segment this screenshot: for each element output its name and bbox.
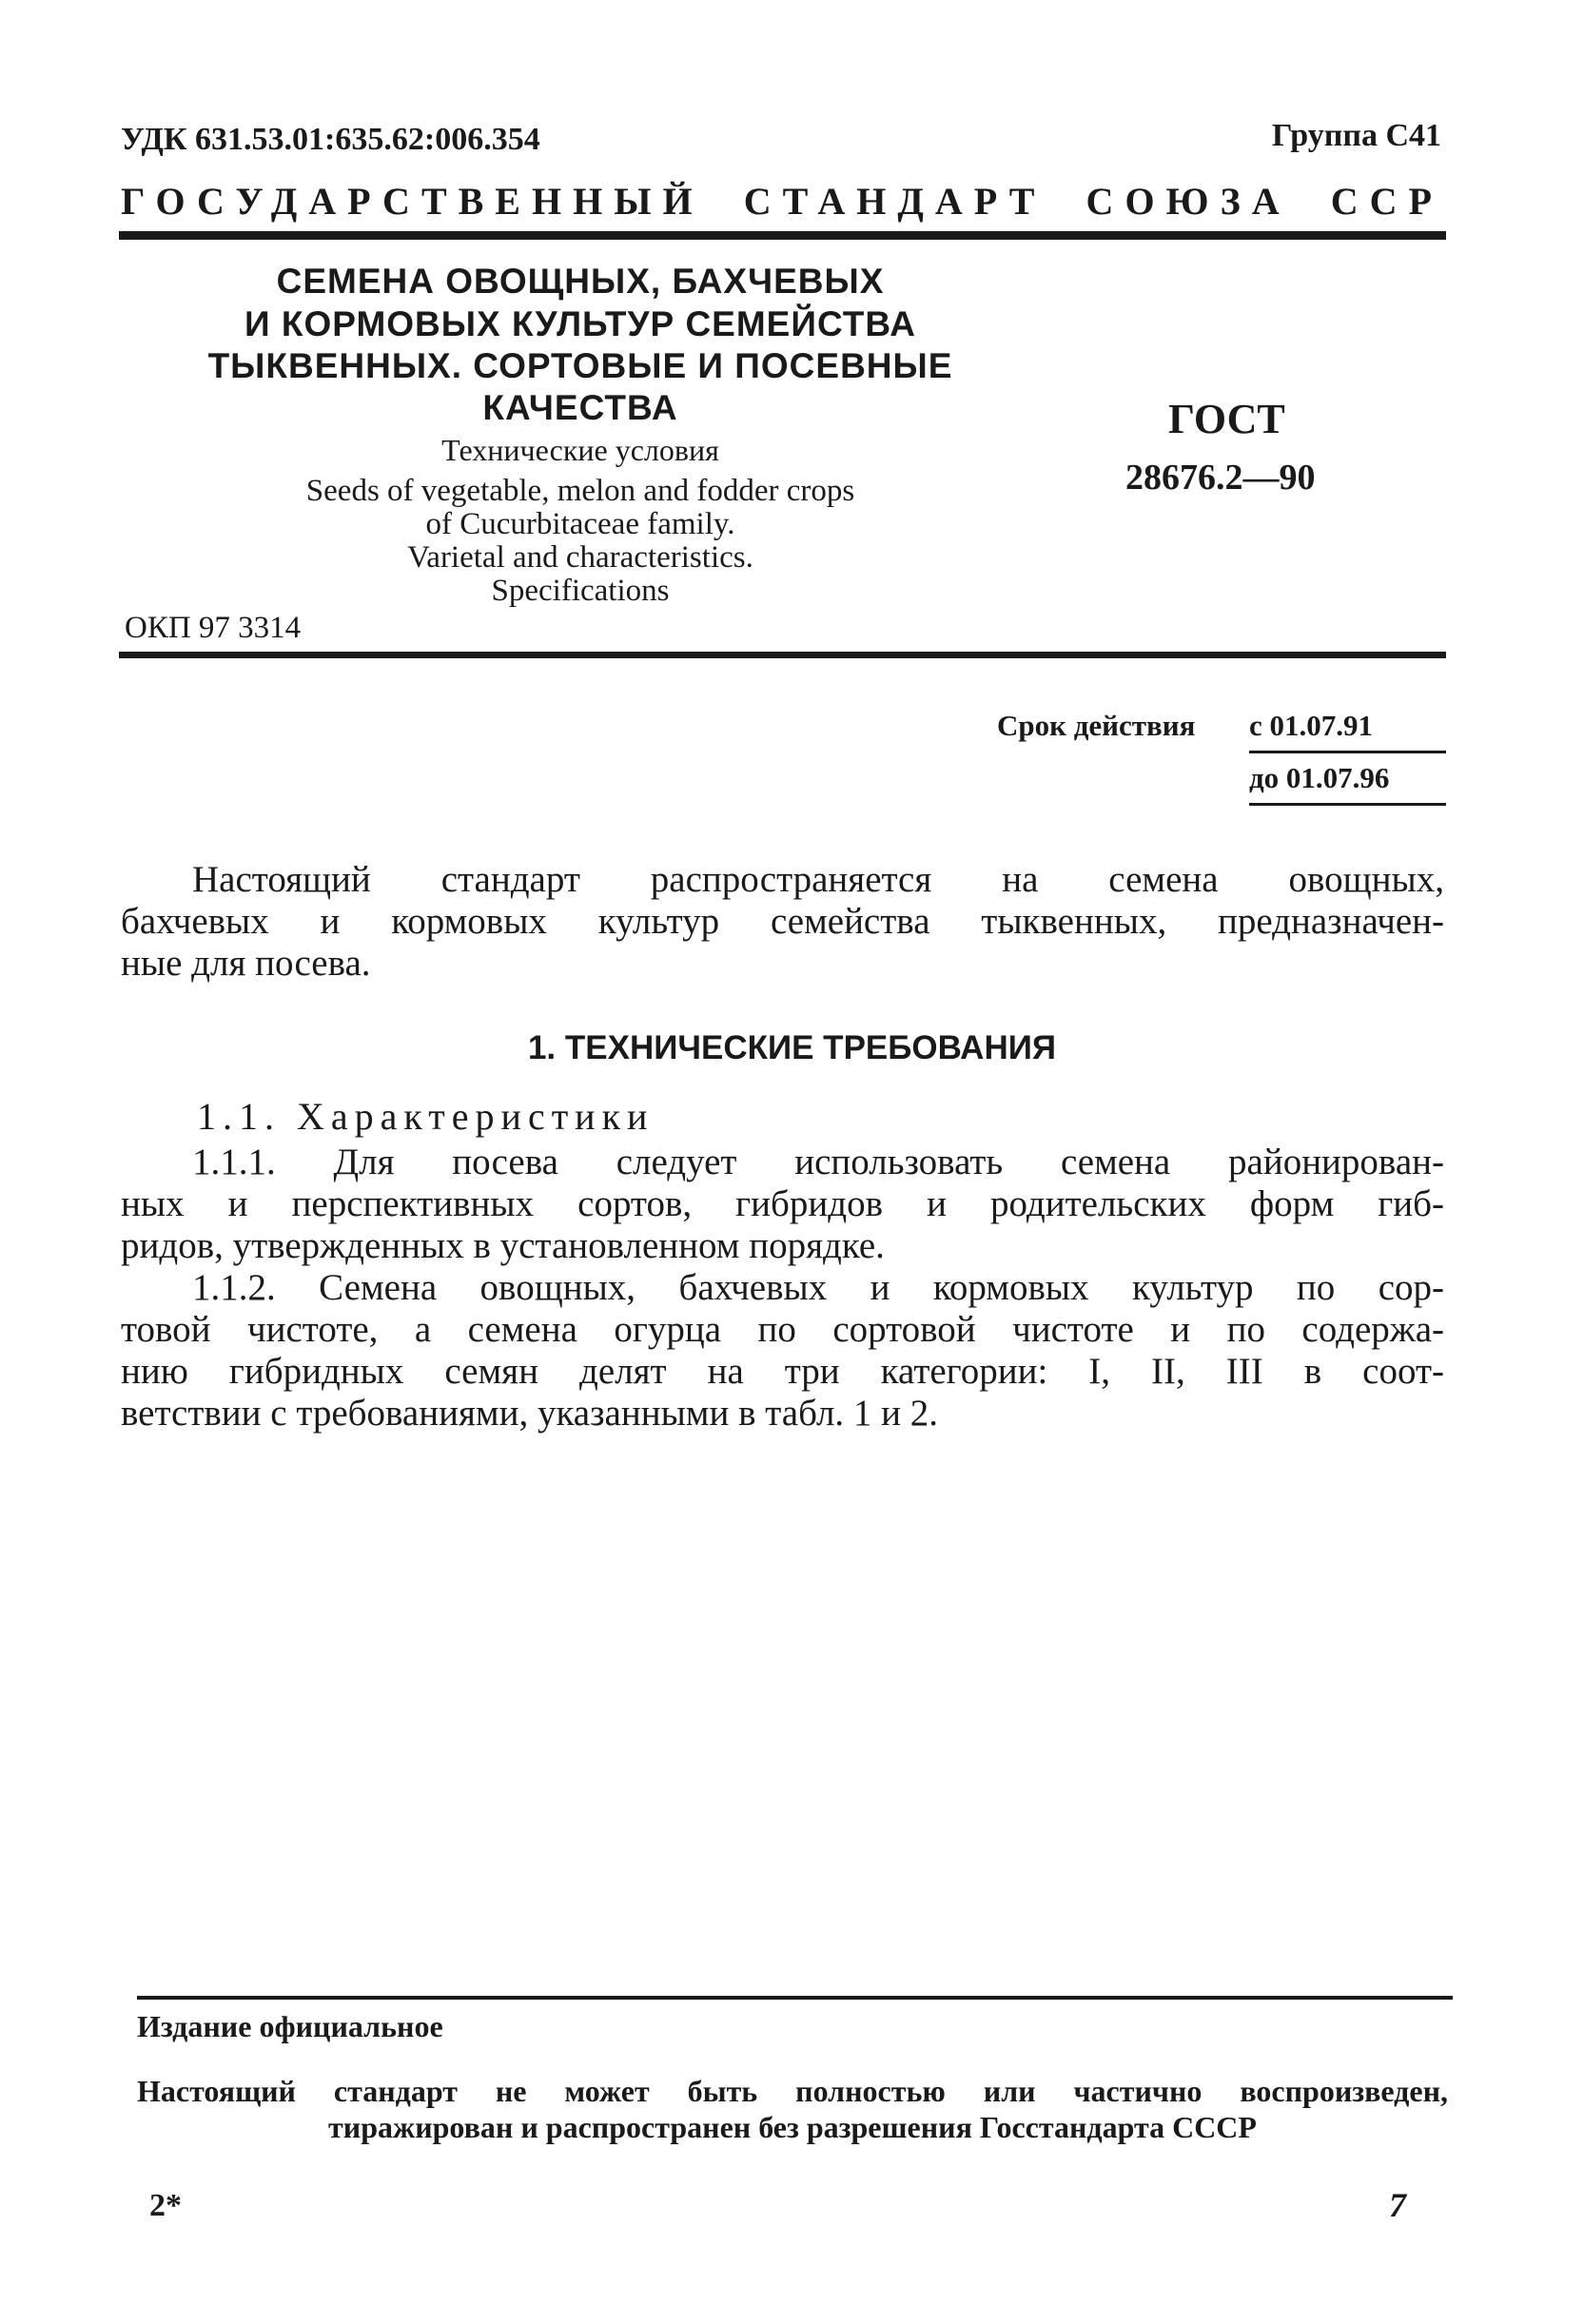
title-ru-line-4: КАЧЕСТВА [482, 388, 678, 427]
title-ru-line-1: СЕМЕНА ОВОЩНЫХ, БАХЧЕВЫХ [276, 262, 885, 301]
title-ru-line-2: И КОРМОВЫХ КУЛЬТУР СЕМЕЙСТВА [244, 304, 916, 343]
date-underline-1 [1249, 751, 1446, 753]
clause-line-6: нию гибридных семян делят на три категории: I, II, III в соот- [121, 1351, 1444, 1392]
title-en-line-4: Specifications [491, 574, 670, 608]
printer-signature: 2* [149, 2188, 182, 2223]
clause-line-1: 1.1.1. Для посева следует использовать семена районирован- [192, 1142, 1444, 1182]
intro-paragraph [121, 859, 1444, 985]
section-heading: 1. ТЕХНИЧЕСКИЕ ТРЕБОВАНИЯ [527, 1029, 1057, 1066]
clause-line-2: ных и перспективных сортов, гибридов и родительских форм гиб- [121, 1183, 1444, 1224]
title-en-line-1: Seeds of vegetable, melon and fodder crops [305, 474, 855, 508]
clause-line-7: ветствии с требованиями, указанными в табл. 1 и 2. [121, 1393, 939, 1434]
header-bottom-rule [119, 652, 1446, 658]
copyright-notice-line-2: тиражирован и распространен без разрешения Госстандарта СССР [328, 2110, 1257, 2144]
gost-label: ГОСТ [1168, 396, 1285, 442]
clause-1-1-heading: 1.1. Характеристики [197, 1095, 655, 1138]
title-en-line-2: of Cucurbitaceae family. [425, 507, 735, 541]
clause-line-4: 1.1.2. Семена овощных, бахчевых и кормовых культур по сор- [192, 1267, 1444, 1308]
date-underline-2 [1249, 803, 1446, 806]
clause-line-5: товой чистоте, а семена огурца по сортовой чистоте и по содержа- [121, 1309, 1444, 1350]
validity-label: Срок действия [997, 709, 1196, 742]
clauses-block [121, 1142, 1444, 1435]
technical-conditions-subtitle: Технические условия [441, 433, 719, 467]
intro-line-2: бахчевых и кормовых культур семейства тыквенных, предназначен- [121, 901, 1444, 942]
title-en-line-3: Varietal and characteristics. [407, 540, 753, 575]
copyright-notice-line-1: Настоящий стандарт не может быть полностью или частично воспроизведен, [137, 2074, 1448, 2108]
intro-line-3: ные для посева. [121, 943, 371, 984]
validity-date-to: до 01.07.96 [1249, 761, 1390, 794]
top-rule [119, 231, 1446, 240]
edition-label: Издание официальное [137, 2009, 443, 2043]
state-standard-title: ГОСУДАРСТВЕННЫЙ СТАНДАРТ СОЮЗА ССР [121, 180, 1443, 223]
title-ru-line-3: ТЫКВЕННЫХ. СОРТОВЫЕ И ПОСЕВНЫЕ [207, 346, 953, 385]
footer-rule [137, 1996, 1453, 2000]
group-code: Группа С41 [1271, 118, 1441, 153]
clause-line-3: ридов, утвержденных в установленном порядке. [121, 1225, 885, 1266]
okp-code: ОКП 97 3314 [125, 611, 302, 645]
validity-date-from: с 01.07.91 [1249, 709, 1374, 742]
gost-number: 28676.2—90 [1125, 458, 1316, 498]
page-number: 7 [1389, 2186, 1406, 2224]
udk-code: УДК 631.53.01:635.62:006.354 [121, 122, 540, 157]
intro-line-1: Настоящий стандарт распространяется на семена овощных, [192, 859, 1444, 900]
